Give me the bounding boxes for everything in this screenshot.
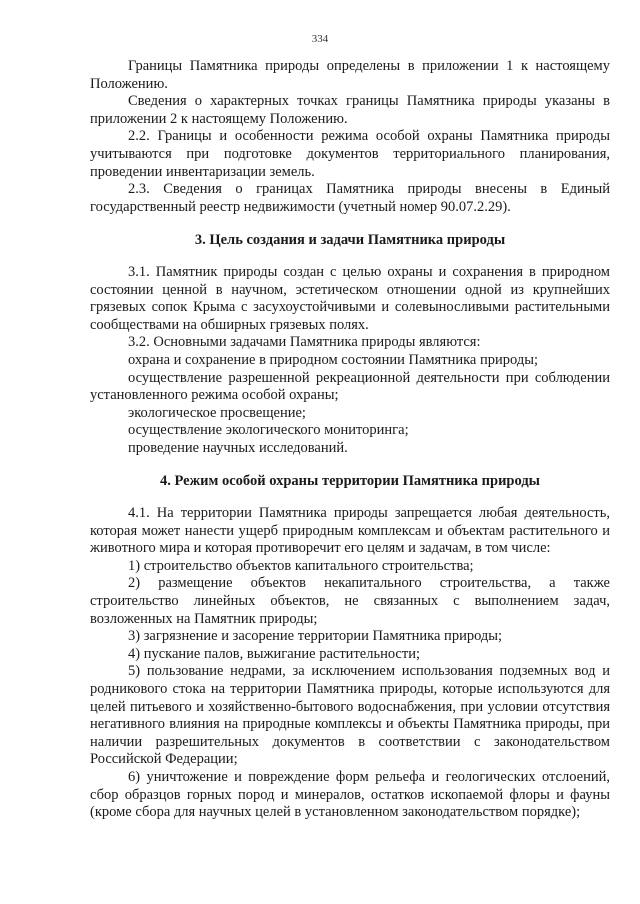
- list-item: проведение научных исследований.: [128, 439, 348, 456]
- paragraph: 3.1. Памятник природы создан с целью охраны и сохранения в природном состоянии ценной в научном, эстетическом отношении одной из крупнейших грязевых сопок Крыма с засухоустойчивыми и солевыносливыми растительными сообществами на обширных грязевых полях.: [90, 263, 610, 333]
- list-item: 3) загрязнение и засорение территории Памятника природы;: [128, 628, 503, 645]
- list-item: осуществление экологического мониторинга;: [128, 422, 409, 439]
- section-heading-4: 4. Режим особой охраны территории Памятника природы: [160, 473, 540, 490]
- list-item: охрана и сохранение в природном состоянии Памятника природы;: [128, 351, 538, 368]
- paragraph: 2.3. Сведения о границах Памятника природы внесены в Единый государственный реестр недвижимости (учетный номер 90.07.2.29).: [90, 181, 610, 215]
- paragraph: 4.1. На территории Памятника природы запрещается любая деятельность, которая может нанести ущерб природным комплексам и объектам растительного и животного мира и которая противоречит его целям и задачам, в том числе:: [90, 505, 610, 557]
- list-item: 1) строительство объектов капитального строительства;: [128, 557, 474, 574]
- list-item: осуществление разрешенной рекреационной деятельности при соблюдении установленного режима особой охраны;: [90, 369, 610, 404]
- page-number: 334: [311, 33, 329, 45]
- paragraph: Границы Памятника природы определены в приложении 1 к настоящему Положению.: [90, 58, 610, 92]
- list-item: 4) пускание палов, выжигание растительности;: [128, 645, 420, 662]
- paragraph: 3.2. Основными задачами Памятника природы являются:: [128, 334, 481, 351]
- list-item: экологическое просвещение;: [128, 404, 306, 421]
- paragraph: 2.2. Границы и особенности режима особой охраны Памятника природы учитываются при подготовке документов территориального планирования, проведении инвентаризации земель.: [90, 128, 610, 180]
- list-item: 6) уничтожение и повреждение форм рельефа и геологических отслоений, сбор образцов горных пород и минералов, остатков ископаемой флоры и фауны (кроме сбора для научных целей в установленном законодательством порядке);: [90, 768, 610, 821]
- section-heading-3: 3. Цель создания и задачи Памятника природы: [194, 232, 506, 249]
- list-item: 2) размещение объектов некапитального строительства, а также строительство линейных объектов, не связанных с выполнением задач, возложенных на Памятник природы;: [90, 575, 610, 627]
- list-item: 5) пользование недрами, за исключением использования подземных вод и родникового стока на территории Памятника природы, которые используются для целей питьевого и хозяйственно-бытового водоснабжения, при условии отсутствия негативного влияния на природные комплексы и объекты Памятника природы, при наличии разрешительных документов в соответствии с законодательством Российской Федерации;: [90, 663, 610, 768]
- paragraph: Сведения о характерных точках границы Памятника природы указаны в приложении 2 к настоящему Положению.: [90, 93, 610, 127]
- document-body: [90, 58, 610, 822]
